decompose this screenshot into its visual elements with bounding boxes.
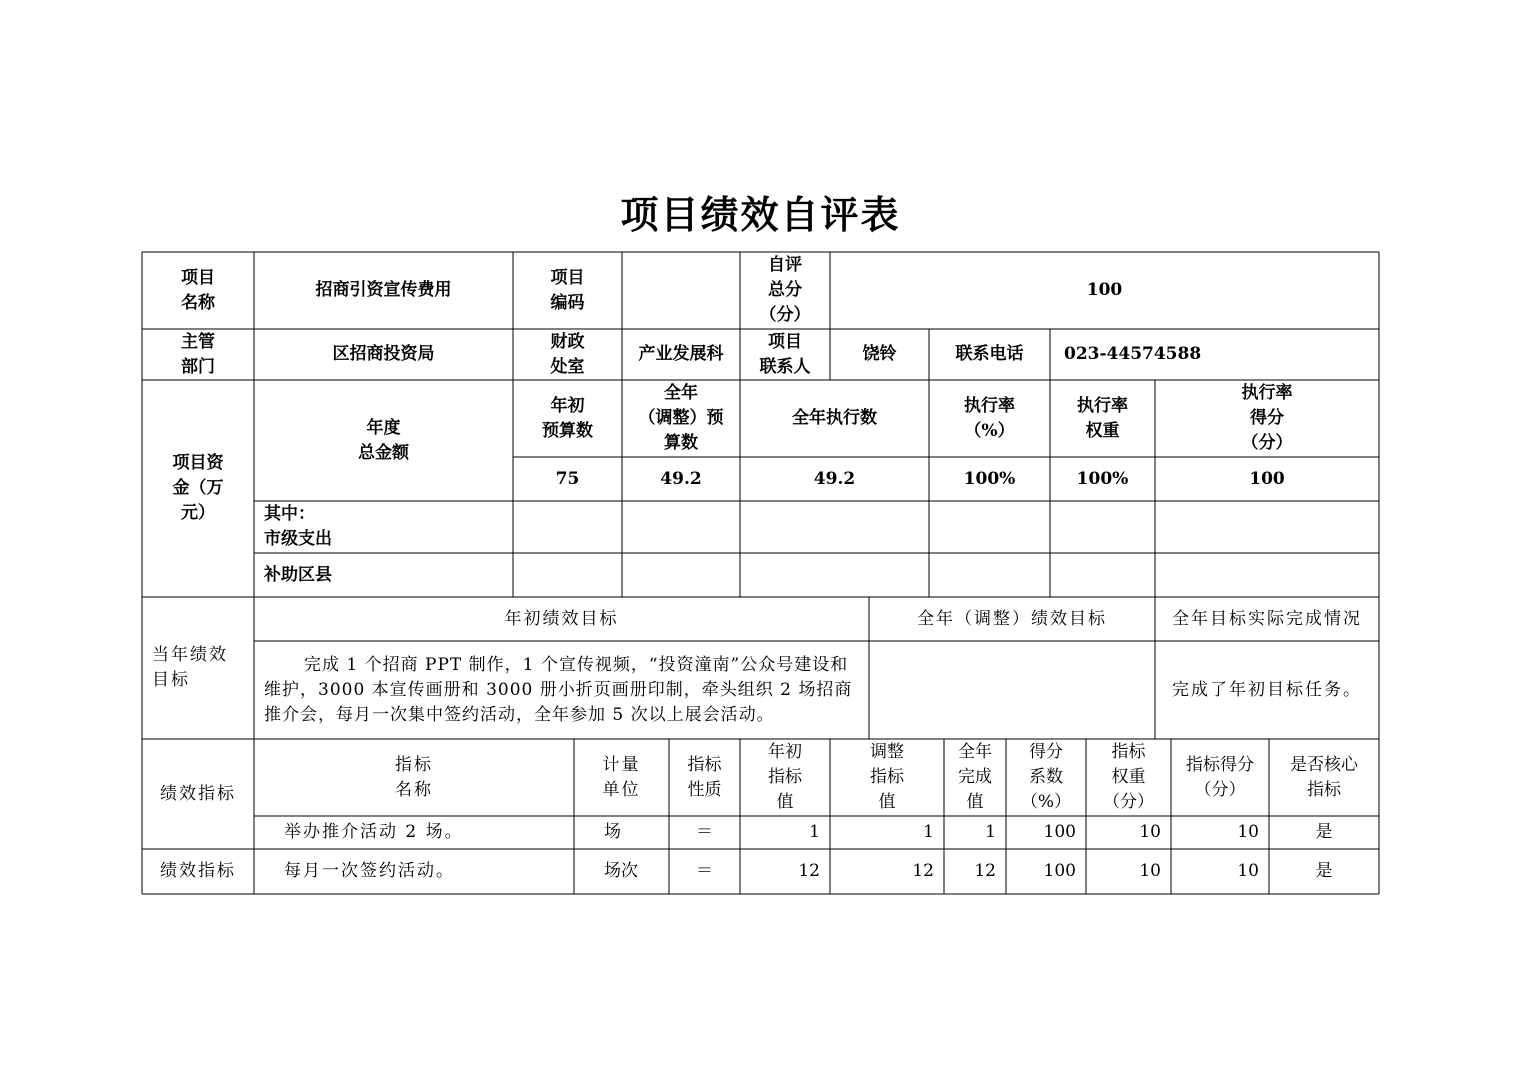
ind-header-name: 指标 名称: [395, 754, 433, 800]
goals-adjusted-text: [869, 641, 1155, 739]
table-row-unit: 场: [604, 822, 621, 842]
indicators-label-2: 绩效指标: [160, 861, 236, 881]
goals-actual-header: 全年目标实际完成情况: [1172, 608, 1362, 629]
ind-header-initial: 年初 指标 值: [768, 742, 802, 812]
contact-value: 饶铃: [862, 344, 897, 364]
table-row-core: 是: [1315, 822, 1333, 842]
phone-value: 023-44574588: [1064, 344, 1202, 364]
funds-score: 100: [1249, 468, 1285, 489]
project-code: [622, 252, 740, 329]
ind-header-unit: 计量 单位: [602, 754, 641, 800]
finance-label: 财政 处室: [550, 331, 585, 377]
table-row-initial: 1: [809, 822, 820, 842]
table-row-nature: ＝: [696, 822, 713, 842]
goals-initial-text: 完成 1 个招商 PPT 制作，1 个宣传视频，“投资潼南”公众号建设和维护，3000 本宣传画册和 3000 册小折页画册印制，牵头组织 2 场招商推介会，每月一次集中签约活动，全年参加 5 次以上展会活动。: [264, 655, 853, 725]
table-row-coef: 100: [1043, 861, 1076, 881]
funds-score-header: 执行率 得分 （分）: [1241, 383, 1293, 453]
table-row-core: 是: [1315, 861, 1333, 881]
indicators-label: 绩效指标: [160, 783, 236, 804]
contact-label: 项目 联系人: [759, 331, 811, 377]
table-row-name: 举办推介活动 2 场。: [284, 822, 464, 842]
funds-sub-district: 补助区县: [264, 564, 332, 585]
table-row-adjusted: 12: [912, 861, 934, 881]
score-label: 自评 总分 （分）: [759, 255, 811, 325]
project-name: 招商引资宣传费用: [315, 280, 452, 300]
dept-value: 区招商投资局: [332, 344, 435, 364]
funds-total-header: 年度 总金额: [358, 417, 409, 463]
table-row-score: 10: [1237, 822, 1259, 842]
table-row-adjusted: 1: [923, 822, 934, 842]
goals-initial-header: 年初绩效目标: [504, 608, 619, 629]
funds-weight-header: 执行率 权重: [1077, 395, 1128, 441]
table-row-weight: 10: [1139, 861, 1161, 881]
ind-header-complete: 全年 完成 值: [958, 742, 992, 812]
total-score: 100: [1086, 280, 1123, 300]
table-row-initial: 12: [798, 861, 820, 881]
goals-label: 当年绩效 目标: [152, 645, 228, 690]
project-name-label: 项目 名称: [181, 267, 215, 313]
ind-header-score: 指标得分 （分）: [1186, 754, 1254, 800]
table-row-weight: 10: [1139, 822, 1161, 842]
goals-adjusted-header: 全年（调整）绩效目标: [917, 608, 1107, 629]
funds-rate-header: 执行率 （%）: [964, 395, 1015, 441]
ind-header-adjusted: 调整 指标 值: [870, 742, 904, 812]
dept-label: 主管 部门: [181, 331, 215, 377]
table-row-unit: 场次: [604, 861, 638, 881]
funds-sub-municipal: 其中： 市级支出: [264, 504, 332, 549]
phone-label: 联系电话: [955, 344, 1024, 364]
finance-value: 产业发展科: [638, 344, 724, 364]
funds-label: 项目资 金（万 元）: [172, 453, 224, 523]
table-row-name: 每月一次签约活动。: [284, 861, 455, 881]
page-title: 项目绩效自评表: [620, 192, 901, 237]
funds-rate: 100%: [963, 468, 1016, 489]
project-code-label: 项目 编码: [550, 267, 585, 313]
table-row-coef: 100: [1043, 822, 1076, 842]
ind-header-weight: 指标 权重 （分）: [1103, 742, 1154, 812]
ind-header-core: 是否核心 指标: [1290, 754, 1358, 800]
table-row-nature: ＝: [696, 861, 713, 881]
ind-header-coef: 得分 系数 （%）: [1020, 742, 1072, 812]
table-row-complete: 12: [974, 861, 996, 881]
table-row-complete: 1: [985, 822, 996, 842]
funds-executed-header: 全年执行数: [792, 408, 877, 428]
funds-weight: 100%: [1076, 468, 1129, 489]
ind-header-nature: 指标 性质: [687, 754, 722, 800]
table-row-score: 10: [1237, 861, 1259, 881]
funds-initial: 75: [555, 468, 580, 489]
goals-actual-text: 完成了年初目标任务。: [1172, 679, 1362, 700]
funds-adjusted: 49.2: [660, 468, 702, 489]
funds-executed: 49.2: [813, 468, 856, 489]
funds-adjusted-header: 全年 （调整）预 算数: [638, 383, 724, 453]
funds-initial-header: 年初 预算数: [542, 395, 593, 441]
